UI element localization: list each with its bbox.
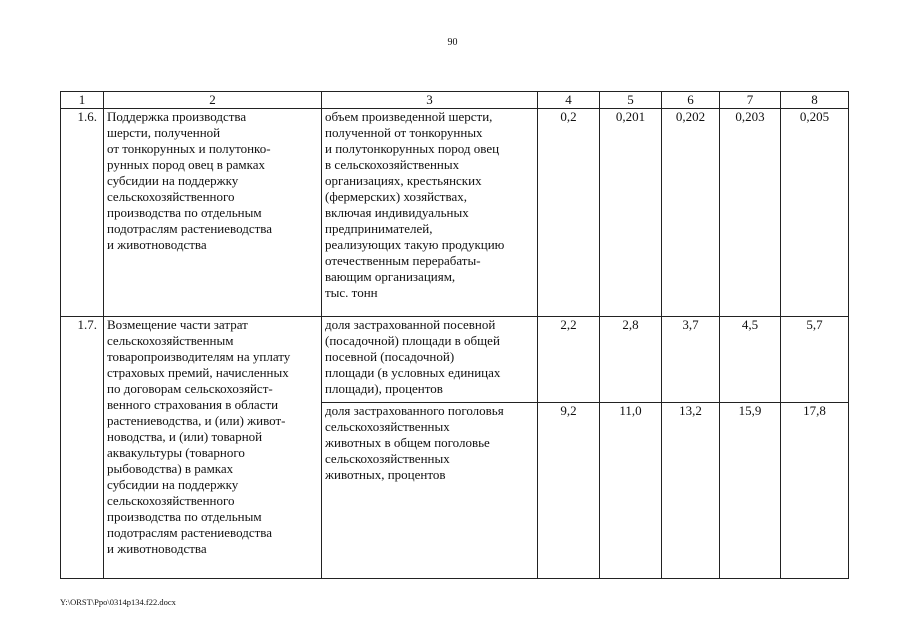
- indicator-description: доля застрахованной посевной (посадочной) площади в общей посевной (посадочной) площади (в условных единицах площади), процентов: [322, 317, 538, 403]
- measure-description: Возмещение части затрат сельскохозяйственным товаропроизводителям на уплату страховых премий, начисленных по договорам сельскохозяйст- венного страхования в области растениеводства, и (или) живот- новодства, и (или) товарной аквакультуры (товарного рыбоводства) в рамках субсидии на поддержку сельскохозяйственного производства по отдельным подотраслям растениеводства и животноводства: [104, 317, 322, 579]
- value-cell: 4,5: [720, 317, 781, 403]
- table-row: [61, 109, 849, 317]
- value-cell: 3,7: [662, 317, 720, 403]
- header-cell: 3: [322, 92, 538, 109]
- header-cell: 8: [781, 92, 849, 109]
- row-number: 1.6.: [61, 109, 104, 317]
- value-cell: 0,2: [538, 109, 600, 317]
- header-cell: 1: [61, 92, 104, 109]
- value-cell: 13,2: [662, 403, 720, 579]
- header-cell: 6: [662, 92, 720, 109]
- header-cell: 2: [104, 92, 322, 109]
- file-path-footer: Y:\ORST\Ppo\0314p134.f22.docx: [60, 597, 176, 607]
- header-cell: 7: [720, 92, 781, 109]
- value-cell: 0,205: [781, 109, 849, 317]
- header-cell: 5: [600, 92, 662, 109]
- value-cell: 9,2: [538, 403, 600, 579]
- value-cell: 15,9: [720, 403, 781, 579]
- value-cell: 5,7: [781, 317, 849, 403]
- row-number: 1.7.: [61, 317, 104, 579]
- value-cell: 2,2: [538, 317, 600, 403]
- table-row: [61, 317, 849, 403]
- measure-description: Поддержка производства шерсти, полученной от тонкорунных и полутонко- рунных пород овец в рамках субсидии на поддержку сельскохозяйственного производства по отдельным подотраслям растениеводства и животноводства: [104, 109, 322, 317]
- value-cell: 0,203: [720, 109, 781, 317]
- indicator-description: доля застрахованного поголовья сельскохозяйственных животных в общем поголовье сельскохозяйственных животных, процентов: [322, 403, 538, 579]
- value-cell: 0,202: [662, 109, 720, 317]
- header-row: [61, 92, 849, 109]
- value-cell: 0,201: [600, 109, 662, 317]
- value-cell: 11,0: [600, 403, 662, 579]
- page-number: 90: [447, 37, 458, 48]
- data-table: [60, 91, 849, 579]
- value-cell: 17,8: [781, 403, 849, 579]
- value-cell: 2,8: [600, 317, 662, 403]
- header-cell: 4: [538, 92, 600, 109]
- indicator-description: объем произведенной шерсти, полученной от тонкорунных и полутонкорунных пород овец в сельскохозяйственных организациях, крестьянских (фермерских) хозяйствах, включая индивидуальных предпринимателей, реализующих такую продукцию отечественным перерабаты- вающим организациям, тыс. тонн: [322, 109, 538, 317]
